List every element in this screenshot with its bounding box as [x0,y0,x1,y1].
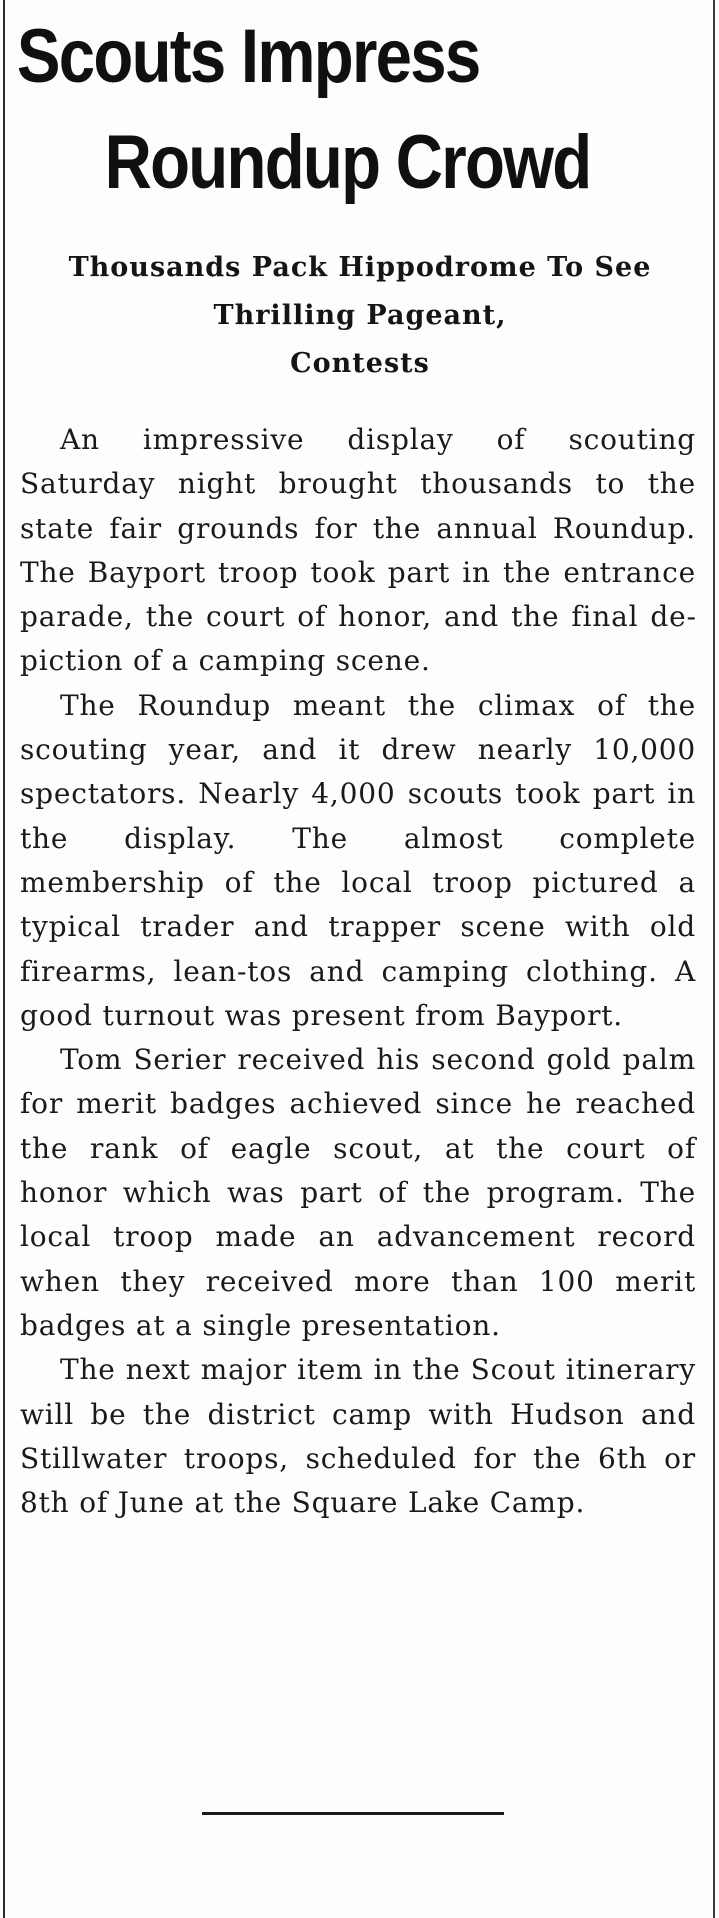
end-rule [202,1812,504,1815]
paragraph-1: An impressive display of scouting Saturday night brought thousands to the state fair grounds for the annual Roundup. The Bayport troop took part in the entrance parade, the court of honor, and the final depiction of a camping scene. [20,423,696,678]
subhead-line-1: Thousands Pack Hippodrome To See [68,252,652,283]
subhead-line-3: Contests [290,348,430,379]
paragraph-3: Tom Serier received his second gold palm for merit badges achieved since he reached the rank of eagle scout, at the court of honor which was part of the program. The local troop made an advancement record when they received more than 100 merit badges at a single presentation. [20,1043,696,1342]
column-rule-right [713,0,715,1918]
headline-line-2: Roundup Crowd [104,120,591,205]
column-rule-left [3,0,5,1918]
paragraph-4: The next major item in the Scout itinerary will be the district camp with Hudson and Stillwater troops, scheduled for the 6th or 8th of June at the Square Lake Camp. [20,1353,696,1520]
subheadline [12,244,708,388]
article-body [20,418,696,1525]
subhead-line-2: Thrilling Pageant, [213,300,507,331]
headline [10,4,612,216]
paragraph-2: The Roundup meant the climax of the scouting year, and it drew nearly 10,000 spectators. Nearly 4,000 scouts took part in the display. The almost complete membership of the local troop pictured a typical trader and trapper scene with old firearms, lean-tos and camping clothing. A good turnout was present from Bayport. [20,688,696,1032]
headline-line-1: Scouts Impress [16,14,480,99]
